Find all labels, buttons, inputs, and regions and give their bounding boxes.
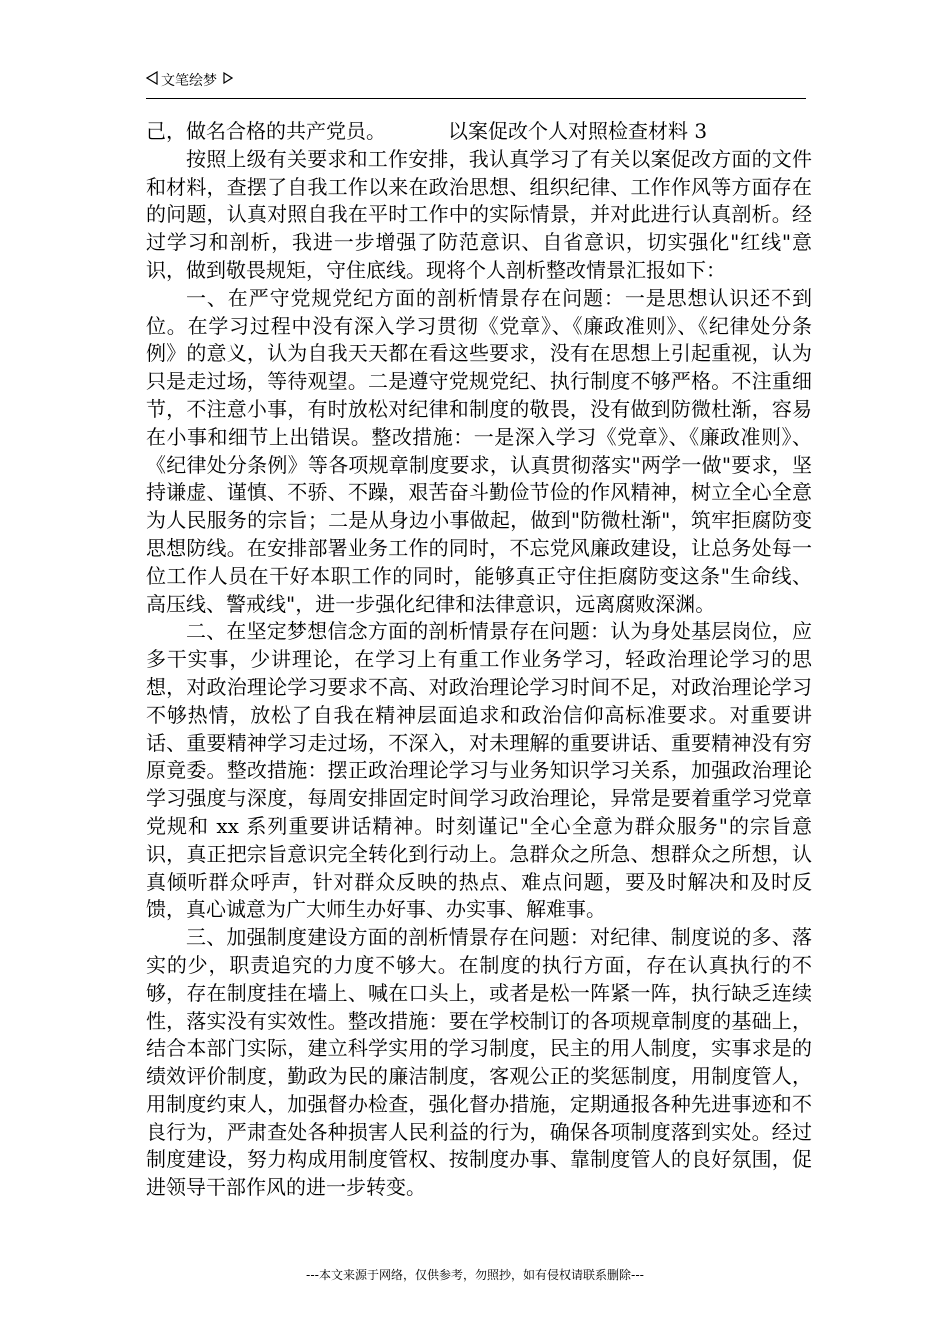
page-header [146, 70, 806, 99]
footer-note: ---本文来源于网络，仅供参考，勿照抄，如有侵权请联系删除--- [306, 1268, 644, 1282]
paragraph-section-1: 一、在严守党规党纪方面的剖析情景存在问题：一是思想认识还不到位。在学习过程中没有深入学习贯彻《党章》、《廉政准则》、《纪律处分条例》的意义，认为自我天天都在看这些要求，没有在思想上引起重视，认为只是走过场，等待观望。二是遵守党规党纪、执行制度不够严格。不注重细节，不注意小事，有时放松对纪律和制度的敬畏，没有做到防微杜渐，容易在小事和细节上出错误。整改措施：一是深入学习《党章》、《廉政准则》、《纪律处分条例》等各项规章制度要求，认真贯彻落实"两学一做"要求，坚持谦虚、谨慎、不骄、不躁，艰苦奋斗勤俭节俭的作风精神，树立全心全意为人民服务的宗旨；二是从身边小事做起，做到"防微杜渐"，筑牢拒腐防变思想防线。在安排部署业务工作的同时，不忘党风廉政建设，让总务处每一位工作人员在干好本职工作的同时，能够真正守住拒腐防变这条"生命线、高压线、警戒线"，进一步强化纪律和法律意识，远离腐败深渊。 [146, 285, 812, 616]
paragraph-section-3: 三、加强制度建设方面的剖析情景存在问题：对纪律、制度说的多、落实的少，职责追究的力度不够大。在制度的执行方面，存在认真执行的不够，存在制度挂在墙上、喊在口头上，或者是松一阵紧一阵，执行缺乏连续性，落实没有实效性。整改措施：要在学校制订的各项规章制度的基础上，结合本部门实际，建立科学实用的学习制度，民主的用人制度，实事求是的绩效评价制度，勤政为民的廉洁制度，客观公正的奖惩制度，用制度管人，用制度约束人，加强督办检查，强化督办措施，定期通报各种先进事迹和不良行为，严肃查处各种损害人民利益的行为，确保各项制度落到实处。经过制度建设，努力构成用制度管权、按制度办事、靠制度管人的良好氛围，促进领导干部作风的进一步转变。 [146, 925, 812, 1200]
right-triangle-icon [223, 72, 233, 88]
document-title: 以案促改个人对照检查材料 3 [448, 119, 708, 143]
intro-text: 己，做名合格的共产党员。 [146, 119, 386, 143]
document-body [146, 118, 812, 1202]
left-triangle-icon [146, 71, 158, 89]
intro-line [146, 118, 812, 146]
paragraph-intro: 按照上级有关要求和工作安排，我认真学习了有关以案促改方面的文件和材料，查摆了自我工作以来在政治思想、组织纪律、工作作风等方面存在的问题，认真对照自我在平时工作中的实际情景，并对此进行认真剖析。经过学习和剖析，我进一步增强了防范意识、自省意识，切实强化"红线"意识，做到敬畏规矩，守住底线。现将个人剖析整改情景汇报如下： [146, 146, 812, 282]
header-brand: 文笔绘梦 [161, 73, 217, 89]
paragraph-section-2: 二、在坚定梦想信念方面的剖析情景存在问题：认为身处基层岗位，应多干实事，少讲理论，在学习上有重工作业务学习，轻政治理论学习的思想，对政治理论学习要求不高、对政治理论学习时间不足，对政治理论学习不够热情，放松了自我在精神层面追求和政治信仰高标准要求。对重要讲话、重要精神学习走过场，不深入，对未理解的重要讲话、重要精神没有穷原竟委。整改措施：摆正政治理论学习与业务知识学习关系，加强政治理论学习强度与深度，每周安排固定时间学习政治理论，异常是要着重学习党章党规和 xx 系列重要讲话精神。时刻谨记"全心全意为群众服务"的宗旨意识，真正把宗旨意识完全转化到行动上。急群众之所急、想群众之所想，认真倾听群众呼声，针对群众反映的热点、难点问题，要及时解决和及时反馈，真心诚意为广大师生办好事、办实事、解难事。 [146, 619, 812, 922]
